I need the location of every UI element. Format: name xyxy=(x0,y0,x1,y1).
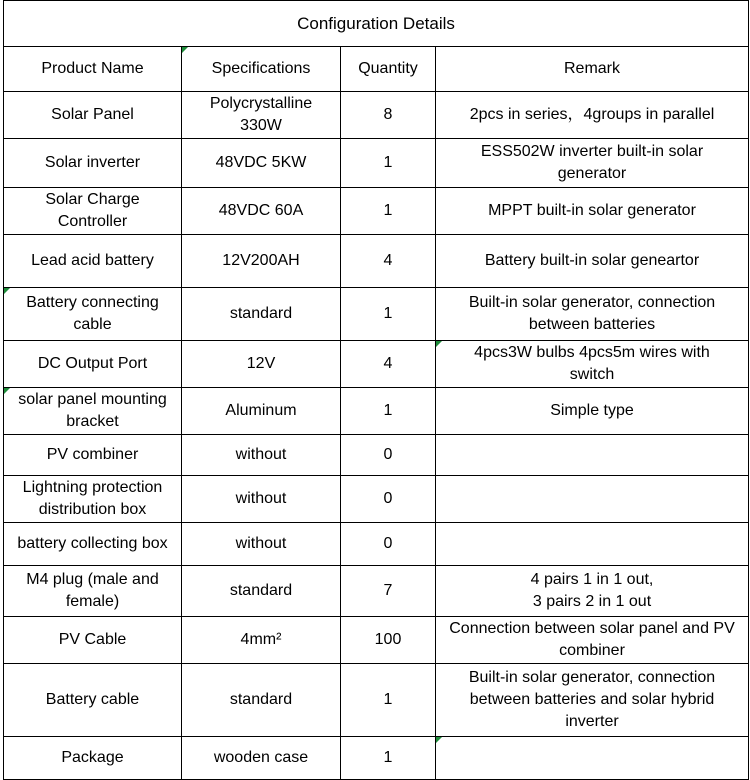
table-row xyxy=(4,388,749,435)
table-row xyxy=(4,566,749,617)
cell-specifications: standard xyxy=(182,566,341,617)
cell-quantity: 1 xyxy=(341,139,436,188)
cell-specifications: without xyxy=(182,435,341,476)
cell-specifications: 48VDC 60A xyxy=(182,188,341,235)
cell-remark: Battery built-in solar geneartor xyxy=(436,235,749,288)
cell-specifications: wooden case xyxy=(182,737,341,780)
table-title: Configuration Details xyxy=(4,1,749,47)
cell-specifications: without xyxy=(182,523,341,566)
cell-product-name: Lightning protection distribution box xyxy=(4,476,182,523)
header-row xyxy=(4,47,749,92)
cell-remark: MPPT built-in solar generator xyxy=(436,188,749,235)
cell-remark xyxy=(436,737,749,780)
cell-specifications: 12V200AH xyxy=(182,235,341,288)
cell-quantity: 1 xyxy=(341,388,436,435)
cell-remark: Built-in solar generator, connection between batteries and solar hybrid inverter xyxy=(436,664,749,737)
cell-product-name: battery collecting box xyxy=(4,523,182,566)
cell-remark: 4 pairs 1 in 1 out, 3 pairs 2 in 1 out xyxy=(436,566,749,617)
cell-remark: ESS502W inverter built-in solar generator xyxy=(436,139,749,188)
cell-remark xyxy=(436,435,749,476)
cell-product-name: PV combiner xyxy=(4,435,182,476)
cell-product-name: Solar inverter xyxy=(4,139,182,188)
header-quantity: Quantity xyxy=(341,47,436,92)
table-row xyxy=(4,617,749,664)
cell-product-name: Battery connecting cable xyxy=(4,288,182,341)
cell-quantity: 100 xyxy=(341,617,436,664)
cell-product-name: Solar Charge Controller xyxy=(4,188,182,235)
cell-quantity: 4 xyxy=(341,235,436,288)
table-row xyxy=(4,188,749,235)
cell-quantity: 1 xyxy=(341,188,436,235)
cell-product-name: DC Output Port xyxy=(4,341,182,388)
cell-quantity: 0 xyxy=(341,523,436,566)
cell-product-name: solar panel mounting bracket xyxy=(4,388,182,435)
cell-specifications: standard xyxy=(182,288,341,341)
cell-specifications: 48VDC 5KW xyxy=(182,139,341,188)
table-row xyxy=(4,664,749,737)
cell-product-name: Battery cable xyxy=(4,664,182,737)
cell-remark: 2pcs in series，4groups in parallel xyxy=(436,92,749,139)
cell-quantity: 1 xyxy=(341,664,436,737)
cell-remark xyxy=(436,476,749,523)
cell-quantity: 0 xyxy=(341,435,436,476)
cell-product-name: M4 plug (male and female) xyxy=(4,566,182,617)
table-row xyxy=(4,737,749,780)
table-row xyxy=(4,523,749,566)
table-row xyxy=(4,288,749,341)
cell-specifications: without xyxy=(182,476,341,523)
table-row xyxy=(4,341,749,388)
table-row xyxy=(4,92,749,139)
cell-remark xyxy=(436,523,749,566)
cell-quantity: 1 xyxy=(341,737,436,780)
table-row xyxy=(4,435,749,476)
cell-specifications: standard xyxy=(182,664,341,737)
cell-quantity: 0 xyxy=(341,476,436,523)
cell-specifications: 12V xyxy=(182,341,341,388)
cell-specifications: 4mm² xyxy=(182,617,341,664)
cell-remark: Built-in solar generator, connection between batteries xyxy=(436,288,749,341)
cell-remark: 4pcs3W bulbs 4pcs5m wires with switch xyxy=(436,341,749,388)
header-remark: Remark xyxy=(436,47,749,92)
cell-remark: Simple type xyxy=(436,388,749,435)
cell-product-name: Lead acid battery xyxy=(4,235,182,288)
table-row xyxy=(4,235,749,288)
cell-specifications: Aluminum xyxy=(182,388,341,435)
title-row xyxy=(4,1,749,47)
table-row xyxy=(4,139,749,188)
configuration-table xyxy=(3,0,749,780)
cell-quantity: 7 xyxy=(341,566,436,617)
cell-quantity: 8 xyxy=(341,92,436,139)
cell-product-name: Package xyxy=(4,737,182,780)
cell-remark: Connection between solar panel and PV combiner xyxy=(436,617,749,664)
cell-product-name: PV Cable xyxy=(4,617,182,664)
cell-quantity: 4 xyxy=(341,341,436,388)
header-specifications: Specifications xyxy=(182,47,341,92)
table-row xyxy=(4,476,749,523)
header-product-name: Product Name xyxy=(4,47,182,92)
cell-product-name: Solar Panel xyxy=(4,92,182,139)
cell-quantity: 1 xyxy=(341,288,436,341)
cell-specifications: Polycrystalline 330W xyxy=(182,92,341,139)
